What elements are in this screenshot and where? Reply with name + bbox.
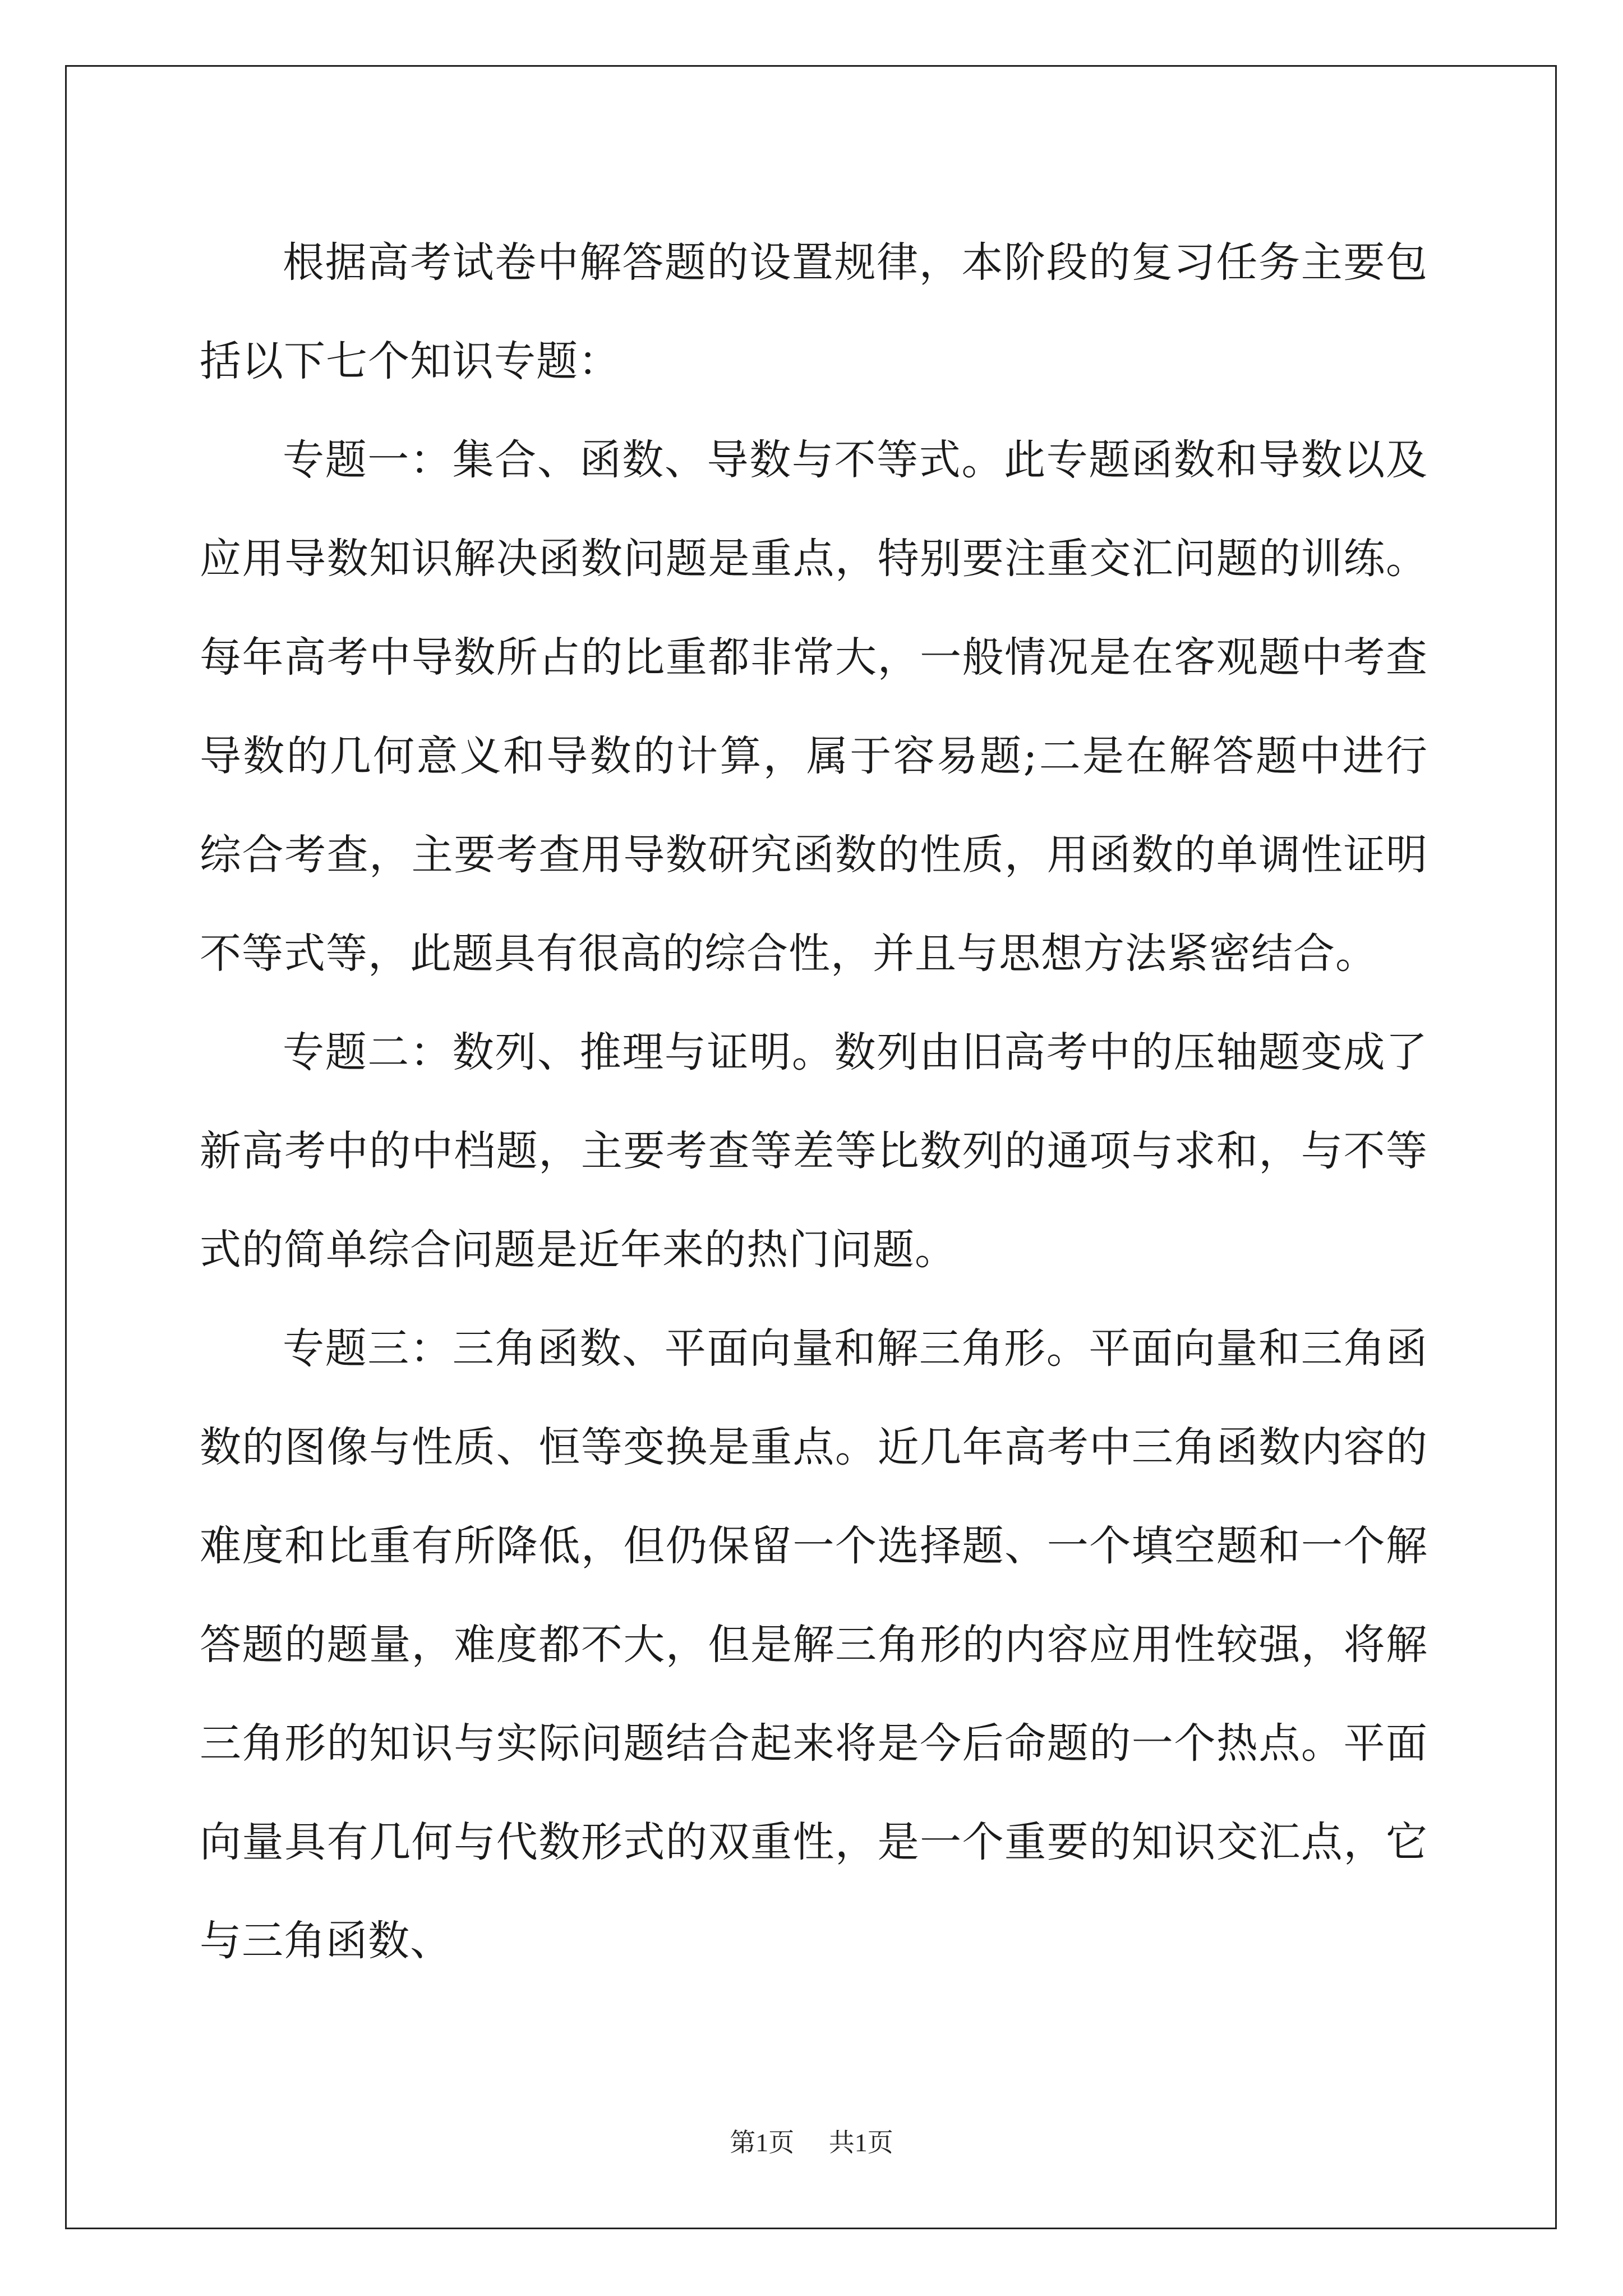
page-number: 第1页 xyxy=(730,2128,795,2157)
page-footer xyxy=(0,2126,1623,2160)
paragraph-topic-3: 专题三：三角函数、平面向量和解三角形。平面向量和三角函数的图像与性质、恒等变换是重点。近几年高考中三角函数内容的难度和比重有所降低，但仍保留一个选择题、一个填空题和一个解答题的题量，难度都不大，但是解三角形的内容应用性较强，将解三角形的知识与实际问题结合起来将是今后命题的一个热点。平面向量具有几何与代数形式的双重性，是一个重要的知识交汇点，它与三角函数、 xyxy=(200,1324,1428,1965)
paragraph-topic-1: 专题一：集合、函数、导数与不等式。此专题函数和导数以及应用导数知识解决函数问题是重点，特别要注重交汇问题的训练。每年高考中导数所占的比重都非常大，一般情况是在客观题中考查导数的几何意义和导数的计算，属于容易题;二是在解答题中进行综合考查，主要考查用导数研究函数的性质，用函数的单调性证明不等式等，此题具有很高的综合性，并且与思想方法紧密结合。 xyxy=(200,436,1428,978)
paragraph-topic-2: 专题二：数列、推理与证明。数列由旧高考中的压轴题变成了新高考中的中档题，主要考查等差等比数列的通项与求和，与不等式的简单综合问题是近年来的热门问题。 xyxy=(200,1028,1428,1274)
paragraph-intro: 根据高考试卷中解答题的设置规律，本阶段的复习任务主要包括以下七个知识专题： xyxy=(200,238,1428,385)
document-body xyxy=(200,213,1428,1990)
page-total: 共1页 xyxy=(828,2128,893,2157)
